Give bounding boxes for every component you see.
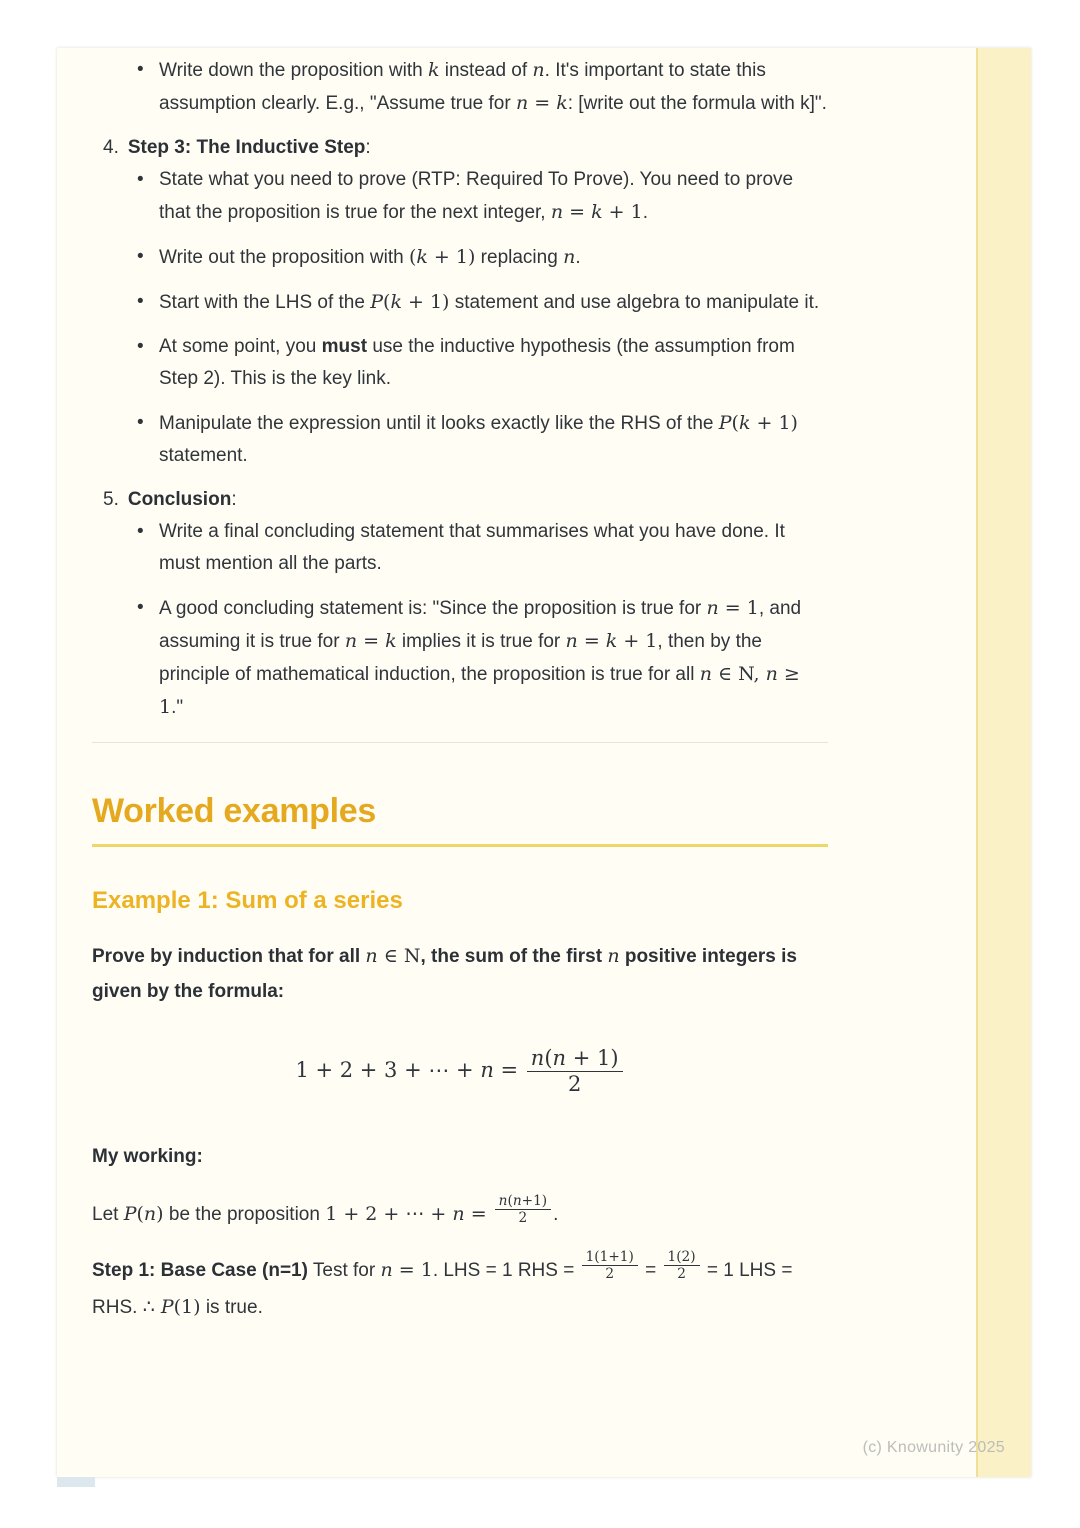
list-item bbox=[137, 407, 828, 472]
bullet-icon: • bbox=[137, 169, 144, 190]
carryover-bullet-list bbox=[92, 54, 828, 120]
item-title: Step 3: The Inductive Step: bbox=[127, 137, 371, 158]
list-item bbox=[137, 164, 828, 229]
bullet-text: Write a final concluding statement that summarises what you have done. It must mention all the parts. bbox=[159, 521, 785, 574]
prove-statement: Prove by induction that for all n ∈ N, the sum of the first n positive integers is given by the formula: bbox=[92, 945, 797, 1002]
bullet-text: Write out the proposition with (k + 1) replacing n. bbox=[159, 246, 581, 268]
list-item bbox=[137, 516, 828, 580]
numbered-item-step3 bbox=[103, 132, 828, 164]
bullet-text: At some point, you must use the inductive hypothesis (the assumption from Step 2). This is the key link. bbox=[159, 336, 795, 389]
list-item bbox=[137, 331, 828, 395]
section-divider bbox=[92, 742, 828, 743]
item-number: 4. bbox=[103, 137, 119, 158]
proposition-definition: Let P(n) be the proposition 1 + 2 + ⋯ + n = $\frac{n(n+1)}{2}$ . bbox=[92, 1192, 559, 1226]
bullet-text: State what you need to prove (RTP: Required To Prove). You need to prove that the proposition is true for the next integer, n = k + 1. bbox=[159, 169, 794, 223]
list-item bbox=[137, 241, 828, 274]
list-item bbox=[137, 286, 828, 319]
base-case-paragraph: Step 1: Base Case (n=1) Test for n = 1. LHS = 1 RHS = $\frac{1(1+1)}{2}$ = $\frac{1(2)}{2}$ = 1 LHS = RHS. ∴ P(1) is true. bbox=[92, 1248, 793, 1318]
step3-bullet-list bbox=[92, 164, 828, 472]
bullet-icon: • bbox=[137, 336, 144, 357]
conclusion-bullet-list bbox=[92, 516, 828, 724]
bullet-text: Manipulate the expression until it looks exactly like the RHS of the P(k + 1) statement. bbox=[159, 412, 798, 466]
numbered-item-conclusion bbox=[103, 484, 828, 516]
bullet-text: Write down the proposition with k instead of n. It's important to state this assumption clearly. E.g., "Assume true for n = k: [write out the formula with k]". bbox=[159, 59, 827, 114]
bullet-icon: • bbox=[137, 521, 144, 542]
copyright-watermark: (c) Knowunity 2025 bbox=[862, 1439, 1005, 1456]
example-1-heading: Example 1: Sum of a series bbox=[92, 887, 403, 914]
item-number: 5. bbox=[103, 489, 119, 510]
bullet-text: Start with the LHS of the P(k + 1) statement and use algebra to manipulate it. bbox=[159, 291, 820, 313]
display-formula: 1 + 2 + 3 + ⋯ + n = $\frac{n(n + 1)}{2}$ bbox=[92, 1046, 828, 1097]
bullet-icon: • bbox=[137, 291, 144, 312]
page-content bbox=[57, 48, 828, 1326]
heading-underline bbox=[92, 844, 828, 847]
item-title: Conclusion: bbox=[127, 489, 237, 510]
bullet-icon: • bbox=[137, 59, 144, 80]
bullet-icon: • bbox=[137, 412, 144, 433]
next-page-peek bbox=[57, 1477, 95, 1487]
bullet-icon: • bbox=[137, 246, 144, 267]
worked-examples-heading: Worked examples bbox=[92, 792, 377, 830]
my-working-label: My working: bbox=[92, 1145, 203, 1167]
bullet-icon: • bbox=[137, 597, 144, 618]
bullet-text: A good concluding statement is: "Since the proposition is true for n = 1, and assuming it is true for n = k implies it is true for n = k + 1, then by the principle of mathematical induction, the proposition is true for all n ∈ N, n ≥ 1." bbox=[159, 597, 802, 718]
list-item bbox=[137, 54, 828, 120]
pdf-page bbox=[57, 48, 1031, 1477]
yellow-edge-strip bbox=[976, 48, 1031, 1477]
list-item bbox=[137, 592, 828, 724]
